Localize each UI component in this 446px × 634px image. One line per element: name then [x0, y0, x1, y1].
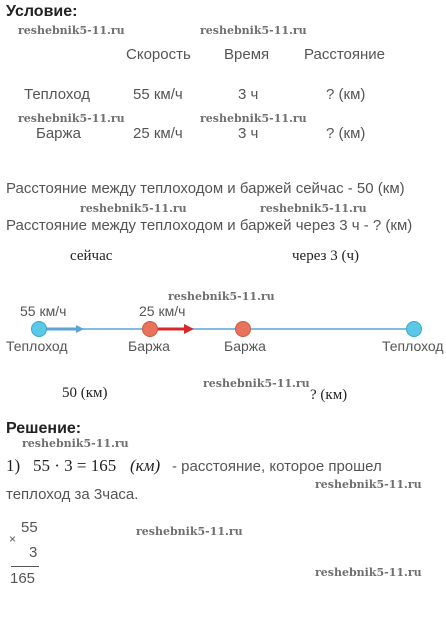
table-header-distance: Расстояние: [304, 46, 386, 63]
ship-end-dot: [407, 322, 422, 337]
watermark: reshebnik5-11.ru: [18, 112, 125, 125]
watermark: reshebnik5-11.ru: [18, 24, 125, 37]
step1-text-b: теплоход за 3часа.: [6, 486, 139, 503]
table-cell-speed: 55 км/ч: [133, 86, 183, 103]
diagram-label-after: через 3 (ч): [292, 248, 360, 264]
table-cell-distance: ? (км): [326, 125, 366, 142]
statement-after: Расстояние между теплоходом и баржей через 3 ч - ? (км): [6, 217, 413, 234]
step1-text-a: - расстояние, которое прошел: [172, 458, 382, 475]
table-cell-time: 3 ч: [238, 86, 259, 103]
diagram-speed-ship: 55 км/ч: [20, 303, 67, 319]
column-divider: [11, 566, 39, 567]
solution-title: Решение:: [6, 420, 82, 437]
column-sign: ×: [9, 532, 17, 546]
watermark: reshebnik5-11.ru: [200, 24, 307, 37]
column-top: 55: [21, 519, 38, 536]
table-cell-time: 3 ч: [238, 125, 259, 142]
diagram-label-barge-1: Баржа: [128, 338, 170, 354]
column-bottom: 3: [29, 544, 38, 561]
diagram-label-now: сейчас: [70, 248, 113, 264]
diagram-label-ship-left: Теплоход: [6, 338, 68, 354]
ship-start-dot: [32, 322, 47, 337]
diagram-distance-now: 50 (км): [62, 385, 108, 401]
watermark: reshebnik5-11.ru: [22, 437, 129, 450]
watermark: reshebnik5-11.ru: [315, 566, 422, 579]
barge-end-dot: [236, 322, 251, 337]
table-cell-speed: 25 км/ч: [133, 125, 183, 142]
barge-arrow-head: [184, 324, 194, 334]
statement-now: Расстояние между теплоходом и баржей сейчас - 50 (км): [6, 180, 405, 197]
watermark: reshebnik5-11.ru: [136, 525, 243, 538]
watermark: reshebnik5-11.ru: [168, 290, 275, 303]
table-row-name: Баржа: [36, 125, 81, 142]
barge-start-dot: [143, 322, 158, 337]
table-row-name: Теплоход: [24, 86, 90, 103]
table-cell-distance: ? (км): [326, 86, 366, 103]
column-result: 165: [10, 570, 36, 587]
watermark: reshebnik5-11.ru: [315, 478, 422, 491]
watermark: reshebnik5-11.ru: [80, 202, 187, 215]
watermark: reshebnik5-11.ru: [203, 377, 310, 390]
diagram-distance-after: ? (км): [310, 387, 348, 403]
diagram-label-barge-2: Баржа: [224, 338, 266, 354]
watermark: reshebnik5-11.ru: [200, 112, 307, 125]
table-header-speed: Скорость: [126, 46, 191, 63]
step1-expression: 55 · 3 = 165: [33, 456, 117, 475]
diagram-label-ship-right: Теплоход: [382, 338, 444, 354]
step1-number: 1): [6, 456, 21, 475]
watermark: reshebnik5-11.ru: [260, 202, 367, 215]
ship-arrow-head: [76, 325, 84, 333]
diagram-speed-barge: 25 км/ч: [139, 303, 186, 319]
table-header-time: Время: [224, 46, 270, 63]
condition-title: Условие:: [6, 3, 78, 20]
step1-unit: (км): [130, 456, 161, 475]
